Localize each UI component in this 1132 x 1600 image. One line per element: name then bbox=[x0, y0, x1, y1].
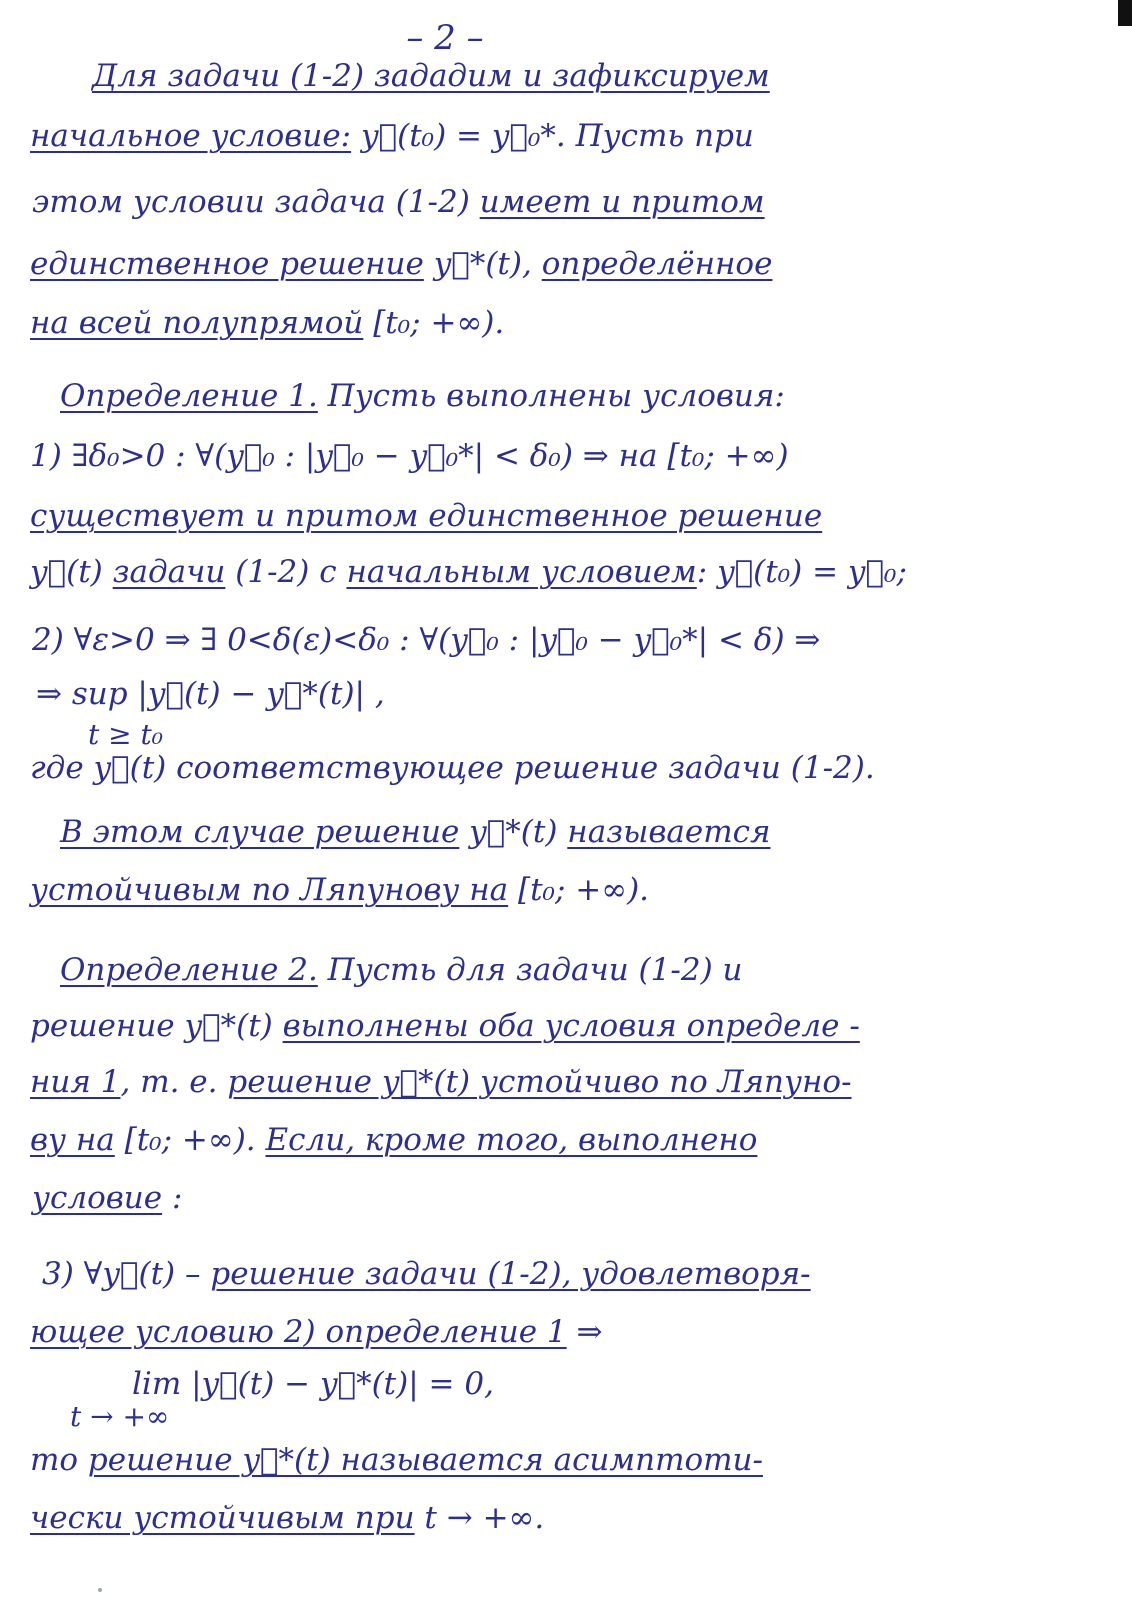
text: [t₀; +∞). bbox=[508, 872, 650, 908]
text: Пусть выполнены условия: bbox=[317, 378, 785, 414]
text: решение y⃗*(t) bbox=[30, 1008, 283, 1044]
text-underlined: ния 1 bbox=[30, 1064, 121, 1100]
text: y⃗*(t) bbox=[459, 814, 568, 850]
text-line-7 bbox=[0, 436, 1132, 476]
text: : y⃗(t₀) = y⃗₀; bbox=[696, 554, 907, 590]
text-underlined: Для задачи (1-2) зададим и зафиксируем bbox=[92, 58, 770, 94]
text-line-15 bbox=[0, 950, 1132, 990]
text-line-10 bbox=[0, 620, 1132, 660]
text-underlined: чески устойчивым при bbox=[30, 1500, 415, 1536]
text-line-17 bbox=[0, 1062, 1132, 1102]
text: 2) ∀ε>0 ⇒ ∃ 0<δ(ε)<δ₀ : ∀(y⃗₀ : |y⃗₀ − y⃗₀*| < δ) ⇒ bbox=[32, 622, 821, 658]
text: y⃗*(t), bbox=[423, 246, 542, 282]
text: этом условии задача (1-2) bbox=[32, 184, 480, 220]
text-line-23 bbox=[0, 1440, 1132, 1480]
text-underlined: устойчивым по Ляпунову на bbox=[30, 872, 509, 908]
text-line-6 bbox=[0, 376, 1132, 416]
text-underlined: существует и притом единственное решение bbox=[30, 498, 823, 534]
text: 1) ∃δ₀>0 : ∀(y⃗₀ : |y⃗₀ − y⃗₀*| < δ₀) ⇒ на [t₀; +∞) bbox=[30, 438, 789, 474]
text-line-19 bbox=[0, 1178, 1132, 1218]
text-line-5 bbox=[0, 303, 1132, 343]
page-edge-mark bbox=[1118, 0, 1132, 26]
text: y⃗(t₀) = y⃗₀*. Пусть при bbox=[351, 118, 754, 154]
text-line-3 bbox=[0, 182, 1132, 222]
margin-dot bbox=[98, 1588, 102, 1592]
text-underlined: решение задачи (1-2), удовлетворя- bbox=[210, 1256, 811, 1292]
text-line-12 bbox=[0, 748, 1132, 788]
text: : bbox=[162, 1180, 183, 1216]
text-underlined: задачи bbox=[112, 554, 226, 590]
sup-subscript: t ≥ t₀ bbox=[88, 718, 163, 751]
text-underlined: ву на bbox=[30, 1122, 115, 1158]
text: [t₀; +∞). bbox=[114, 1122, 266, 1158]
text-line-21 bbox=[0, 1312, 1132, 1352]
text-line-1 bbox=[0, 56, 1132, 96]
text-underlined: В этом случае решение bbox=[60, 814, 460, 850]
text-underlined: ющее условию 2) определение 1 bbox=[30, 1314, 567, 1350]
text: t → +∞. bbox=[414, 1500, 545, 1536]
text-line-24 bbox=[0, 1498, 1132, 1538]
text-line-16 bbox=[0, 1006, 1132, 1046]
text: ⇒ bbox=[566, 1314, 603, 1350]
text-underlined: единственное решение bbox=[30, 246, 424, 282]
text: (1-2) с bbox=[225, 554, 347, 590]
text-line-14 bbox=[0, 870, 1132, 910]
text-underlined: начальным условием bbox=[346, 554, 697, 590]
text: y⃗(t) bbox=[30, 554, 113, 590]
text-underlined: условие bbox=[32, 1180, 163, 1216]
text: то bbox=[30, 1442, 88, 1478]
text-line-2 bbox=[0, 116, 1132, 156]
text: Пусть для задачи (1-2) и bbox=[317, 952, 743, 988]
text-underlined: начальное условие: bbox=[30, 118, 352, 154]
text: 3) ∀y⃗(t) – bbox=[42, 1256, 211, 1292]
text-line-11 bbox=[0, 674, 1132, 714]
text: [t₀; +∞). bbox=[363, 305, 505, 341]
text-line-20 bbox=[0, 1254, 1132, 1294]
text-underlined: называется bbox=[567, 814, 771, 850]
definition-1-heading: Определение 1. bbox=[60, 378, 318, 414]
text: ⇒ sup |y⃗(t) − y⃗*(t)| , bbox=[36, 676, 385, 712]
text-underlined: решение y⃗*(t) называется асимптоти- bbox=[87, 1442, 763, 1478]
text: lim |y⃗(t) − y⃗*(t)| = 0, bbox=[132, 1366, 494, 1402]
text-underlined: выполнены оба условия определе - bbox=[282, 1008, 860, 1044]
text: , т. е. bbox=[120, 1064, 228, 1100]
text-line-9 bbox=[0, 552, 1132, 592]
text-line-18 bbox=[0, 1120, 1132, 1160]
text-line-22 bbox=[0, 1364, 1132, 1404]
lim-subscript: t → +∞ bbox=[70, 1400, 170, 1433]
text-underlined: определённое bbox=[541, 246, 773, 282]
definition-2-heading: Определение 2. bbox=[60, 952, 318, 988]
text-line-8 bbox=[0, 496, 1132, 536]
text-underlined: на всей полупрямой bbox=[30, 305, 364, 341]
text: где y⃗(t) соответствующее решение задачи (1-2). bbox=[30, 750, 875, 786]
text-underlined: Если, кроме того, выполнено bbox=[265, 1122, 758, 1158]
text-underlined: имеет и притом bbox=[479, 184, 765, 220]
page-number: – 2 – bbox=[406, 18, 484, 58]
text-line-13 bbox=[0, 812, 1132, 852]
text-underlined: решение y⃗*(t) устойчиво по Ляпуно- bbox=[227, 1064, 852, 1100]
text-line-4 bbox=[0, 244, 1132, 284]
